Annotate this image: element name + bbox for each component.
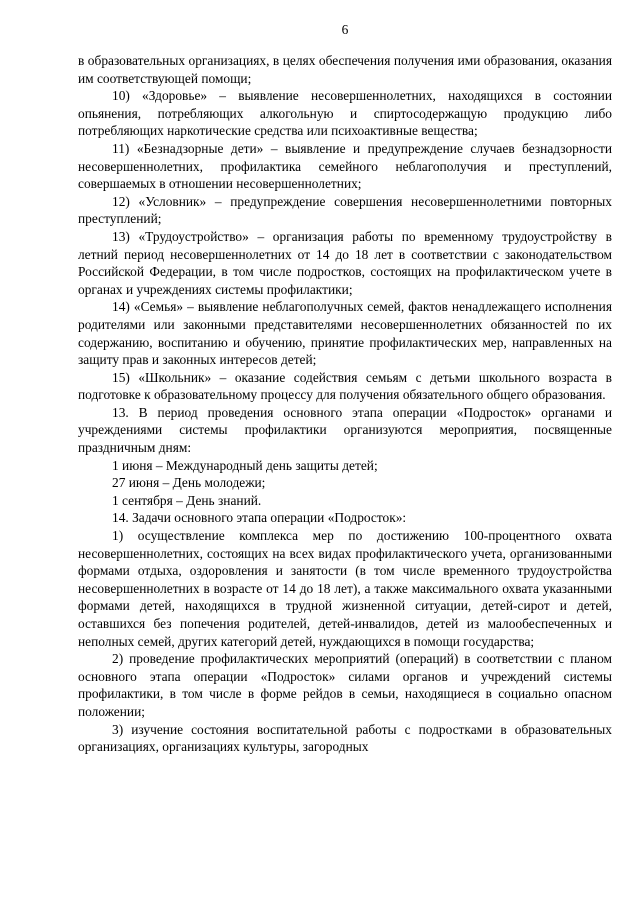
- section-14-item-3: 3) изучение состояния воспитательной работы с подростками в образовательных организациях, организациях культуры, загородных: [78, 721, 612, 755]
- holiday-line: 1 июня – Международный день защиты детей;: [112, 457, 378, 473]
- section-14-item-2: 2) проведение профилактических мероприятий (операций) в соответствии с планом основного этапа операции «Подросток» силами органов и учреждений системы профилактики, в том числе в форме рейдов в семьи, находящиеся в социально опасном положении;: [78, 651, 612, 719]
- holiday-line: 1 сентября – День знаний.: [112, 492, 262, 508]
- item-11-beznadzornye-deti: 11) «Безнадзорные дети» – выявление и предупреждение случаев безнадзорности несовершеннолетних, профилактика семейного неблагополучия и преступлений, совершаемых в отношении несовершеннолетних;: [78, 140, 612, 192]
- document-page: [78, 22, 612, 756]
- section-13-paragraph: 13. В период проведения основного этапа операции «Подросток» органами и учреждениями системы профилактики организуются мероприятия, посвященные праздничным дням:: [78, 404, 612, 456]
- item-12-uslovnik: 12) «Условник» – предупреждение совершения несовершеннолетними повторных преступлений;: [78, 193, 612, 227]
- section-14-heading: 14. Задачи основного этапа операции «Подросток»:: [112, 510, 407, 526]
- holiday-line: 27 июня – День молодежи;: [112, 475, 266, 491]
- item-14-semya: 14) «Семья» – выявление неблагополучных семей, фактов ненадлежащего исполнения родителями или законными представителями несовершеннолетних обязанностей по их содержанию, воспитанию и обучению, принятие профилактических мер, направленных на защиту прав и законных интересов детей;: [78, 299, 612, 368]
- continuation-paragraph: в образовательных организациях, в целях обеспечения получения ими образования, оказания им соответствующей помощи;: [78, 53, 612, 86]
- item-10-zdorovye: 10) «Здоровье» – выявление несовершеннолетних, находящихся в состоянии опьянения, потребляющих алкогольную и спиртосодержащую продукцию либо потребляющих наркотические средства или психоактивные вещества;: [78, 88, 612, 139]
- item-15-shkolnik: 15) «Школьник» – оказание содействия семьям с детьми школьного возраста в подготовке к образовательному процессу для получения обязательного общего образования.: [78, 369, 612, 403]
- section-14-item-1: 1) осуществление комплекса мер по достижению 100-процентного охвата несовершеннолетних, состоящих на всех видах профилактического учета, организованными формами отдыха, оздоровления и занятости (в том числе временного трудоустройства несовершеннолетних в возрасте от 14 до 18 лет), а также максимального охвата указанными формами детей, находящихся в трудной жизненной ситуации, детей-сирот и детей, оставшихся без попечения родителей, детей-инвалидов, детей из малообеспеченных и неполных семей, других категорий детей, нуждающихся в помощи государства;: [78, 528, 612, 649]
- page-number: 6: [341, 22, 349, 37]
- item-13-trudoustroystvo: 13) «Трудоустройство» – организация работы по временному трудоустройству в летний период несовершеннолетних от 14 до 18 лет в соответствии с законодательством Российской Федерации, в том числе подростков, состоящих на профилактическом учете в органах и учреждениях системы профилактики;: [78, 228, 612, 297]
